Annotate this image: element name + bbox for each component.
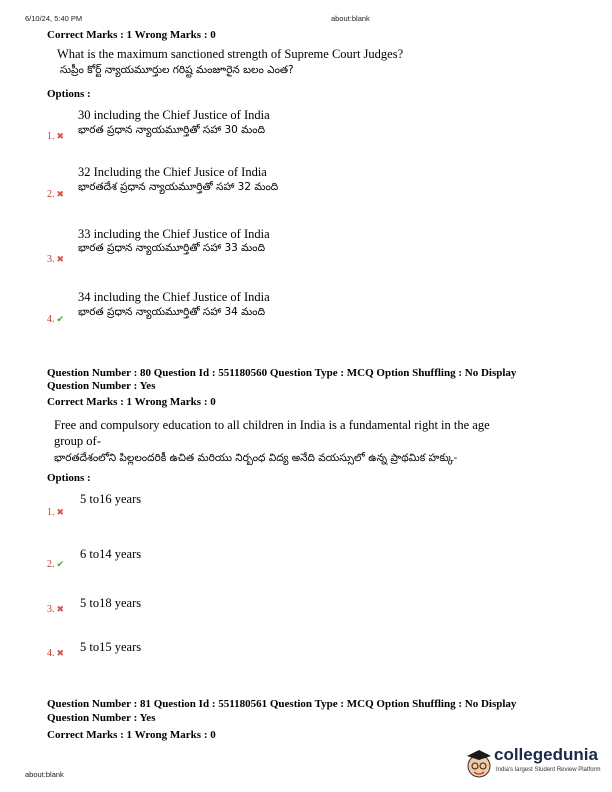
q80-option-2-en: 6 to14 years	[80, 547, 142, 561]
wrong-icon: ✖	[56, 254, 65, 264]
q80-option-4-number: 4. ✖	[47, 648, 65, 659]
q80-option-4-en: 5 to15 years	[80, 640, 142, 654]
q80-text-en-line1: Free and compulsory education to all children in India is a fundamental right in the age	[54, 418, 490, 432]
q79-option-2-te: భారతదేశ ప్రధాన న్యాయమూర్తితో సహా 32 మంది	[78, 181, 279, 193]
q79-option-3-te: భారత ప్రధాన న్యాయమూర్తితో సహా 33 మంది	[78, 242, 266, 254]
correct-check-icon: ✔	[56, 559, 65, 569]
wrong-icon: ✖	[56, 507, 65, 517]
print-url: about:blank	[331, 14, 370, 23]
logo-name: collegedunia	[494, 745, 598, 764]
q79-option-4-number: 4. ✔	[47, 314, 65, 325]
q80-option-2-number: 2. ✔	[47, 559, 65, 570]
q81-meta: Question Number : 81 Question Id : 551180561 Question Type : MCQ Option Shuffling : No Display	[47, 698, 517, 710]
wrong-icon: ✖	[56, 131, 65, 141]
q79-option-2-number: 2. ✖	[47, 189, 65, 200]
q80-text-te: భారతదేశంలోని పిల్లలందరికీ ఉచిత మరియు నిర్బంధ విద్య అనేది వయస్సులో ఉన్న ప్రాథమిక హక్కు-	[54, 452, 458, 464]
q79-text-en: What is the maximum sanctioned strength of Supreme Court Judges?	[57, 47, 404, 61]
print-footer-url: about:blank	[25, 770, 64, 779]
wrong-icon: ✖	[56, 189, 65, 199]
q80-options-label: Options :	[47, 472, 91, 484]
q79-marks: Correct Marks : 1 Wrong Marks : 0	[47, 29, 216, 41]
q79-option-2-en: 32 Including the Chief Jusice of India	[78, 165, 267, 179]
q80-marks: Correct Marks : 1 Wrong Marks : 0	[47, 396, 216, 408]
q79-option-4-te: భారత ప్రధాన న్యాయమూర్తితో సహా 34 మంది	[78, 306, 266, 318]
print-datetime: 6/10/24, 5:40 PM	[25, 14, 83, 23]
q79-option-1-te: భారత ప్రధాన న్యాయమూర్తితో సహా 30 మంది	[78, 124, 266, 136]
q80-option-1-en: 5 to16 years	[80, 492, 142, 506]
q80-option-3-number: 3. ✖	[47, 604, 65, 615]
q81-marks: Correct Marks : 1 Wrong Marks : 0	[47, 729, 216, 741]
logo-tagline: India's largest Student Review Platform	[496, 767, 601, 773]
q80-meta: Question Number : 80 Question Id : 551180560 Question Type : MCQ Option Shuffling : No Display	[47, 367, 517, 379]
q80-meta-2: Question Number : Yes	[47, 380, 156, 392]
q81-meta-2: Question Number : Yes	[47, 712, 156, 724]
q79-text-te: సుప్రీం కోర్ట్ న్యాయమూర్తుల గరిష్ట మంజూరైన బలం ఎంత?	[60, 64, 294, 76]
q79-option-4-en: 34 including the Chief Justice of India	[78, 290, 270, 304]
q80-option-3-en: 5 to18 years	[80, 596, 142, 610]
wrong-icon: ✖	[56, 648, 65, 658]
q79-option-3-number: 3. ✖	[47, 254, 65, 265]
q80-option-1-number: 1. ✖	[47, 507, 65, 518]
correct-check-icon: ✔	[56, 314, 65, 324]
q79-option-3-en: 33 including the Chief Justice of India	[78, 227, 270, 241]
q79-options-label: Options :	[47, 88, 91, 100]
wrong-icon: ✖	[56, 604, 65, 614]
q80-text-en-line2: group of-	[54, 434, 101, 448]
q79-option-1-en: 30 including the Chief Justice of India	[78, 108, 270, 122]
q79-option-1-number: 1. ✖	[47, 131, 65, 142]
